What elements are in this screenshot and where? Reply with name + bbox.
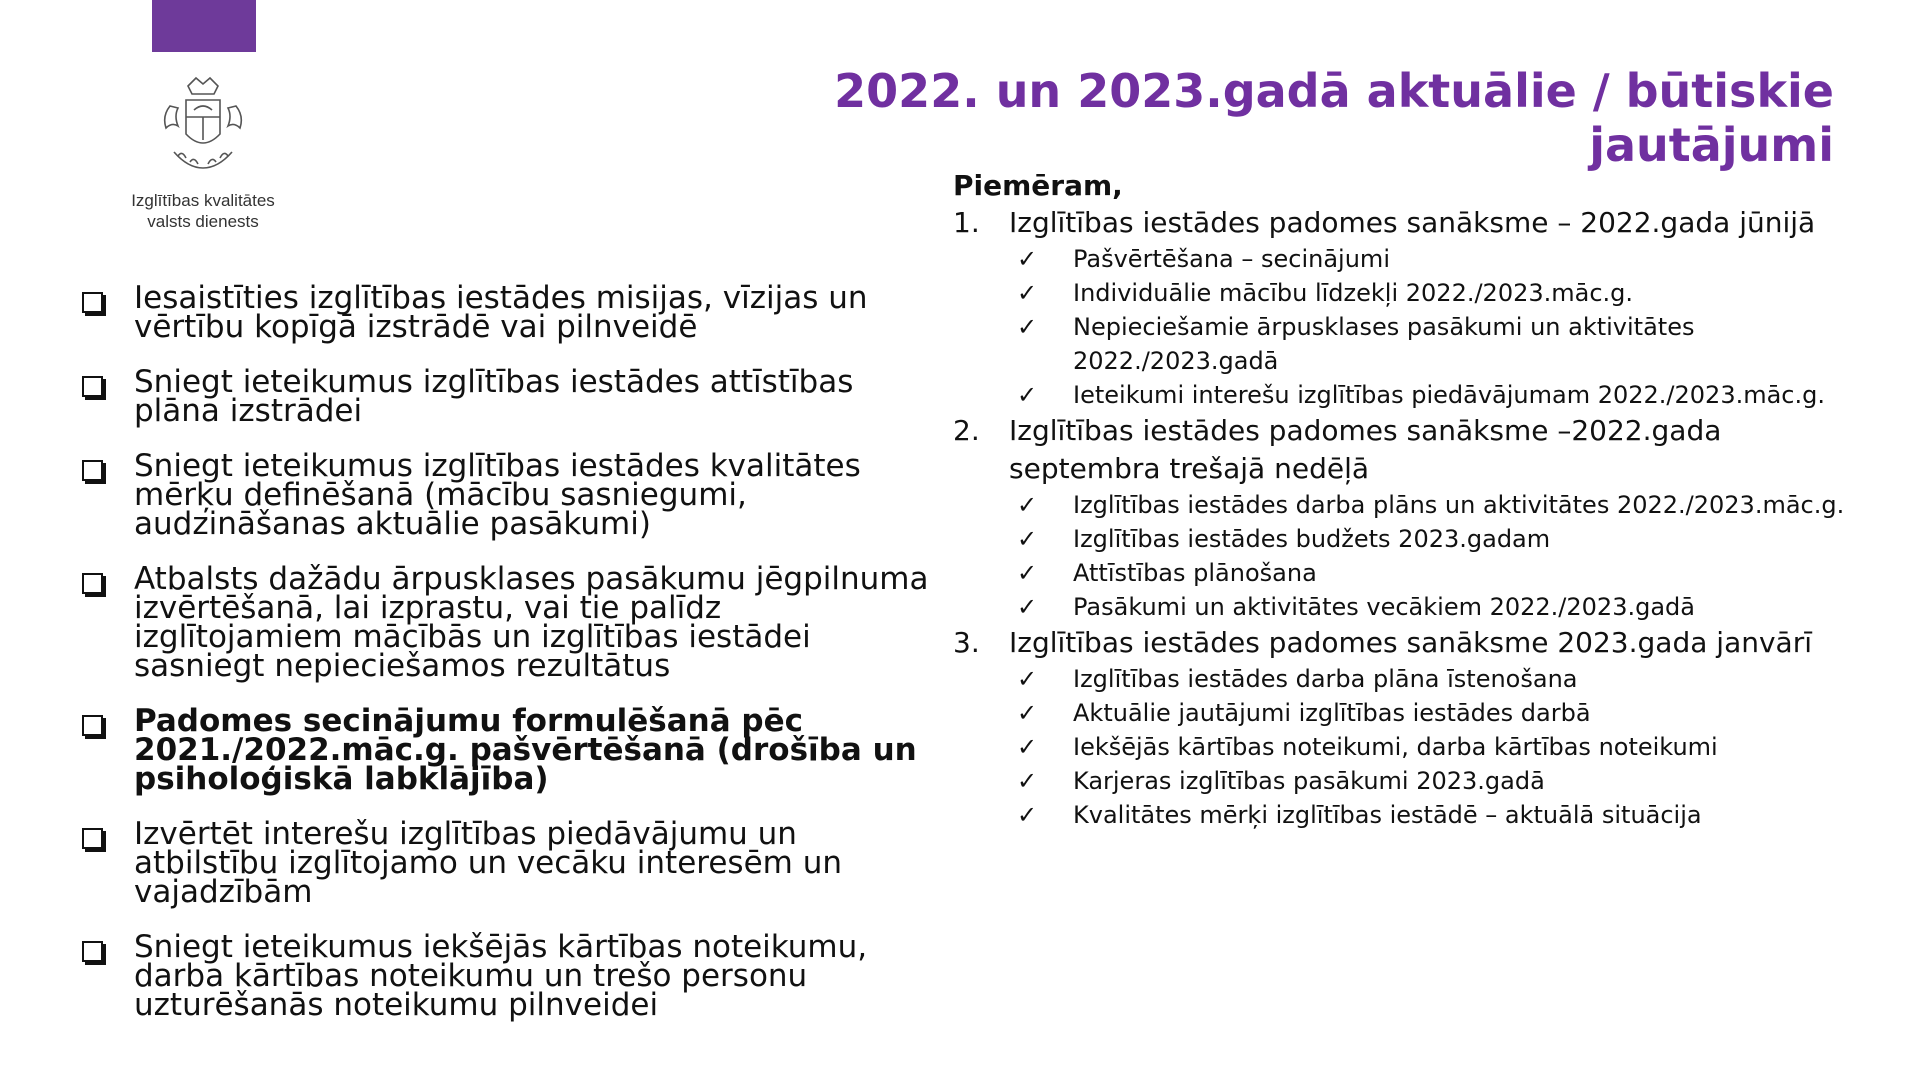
agenda-item-text: Izglītības iestādes darba plāns un aktivitātes 2022./2023.māc.g. <box>1073 491 1845 519</box>
meeting-title <box>953 204 1853 242</box>
agenda-item-text: Individuālie mācību līdzekļi 2022./2023.māc.g. <box>1073 279 1634 307</box>
checkmark-icon: ✓ <box>1017 593 1038 621</box>
checkbox-outline-icon <box>82 292 103 313</box>
left-list-item-text: Sniegt ieteikumus izglītības iestādes kvalitātes mērķu definēšanā (mācību sasniegumi, audzināšanas aktuālie pasākumi) <box>134 448 861 542</box>
meeting-block <box>953 412 1853 624</box>
checkmark-icon: ✓ <box>1017 559 1038 587</box>
left-list-item-text: Izvērtēt interešu izglītības piedāvājumu un atbilstību izglītojamo un vecāku interesēm un vajadzībām <box>134 816 842 910</box>
left-list-item <box>80 703 930 797</box>
checkmark-icon: ✓ <box>1017 767 1038 795</box>
agenda-item-text: Pašvērtēšana – secinājumi <box>1073 245 1390 273</box>
agenda-item-text: Izglītības iestādes darba plāna īstenošana <box>1073 665 1578 693</box>
agenda-list <box>953 488 1853 624</box>
meeting-title-text: Izglītības iestādes padomes sanāksme –2022.gada septembra trešajā nedēļā <box>1009 414 1722 485</box>
meeting-number: 2. <box>953 414 980 447</box>
meeting-number: 3. <box>953 626 980 659</box>
checkmark-icon: ✓ <box>1017 665 1038 693</box>
agenda-item <box>1017 276 1853 310</box>
agenda-item <box>1017 730 1853 764</box>
left-list-item <box>80 280 930 345</box>
agenda-item <box>1017 310 1853 378</box>
agenda-item <box>1017 590 1853 624</box>
agenda-list <box>953 242 1853 412</box>
left-list-item <box>80 929 930 1023</box>
agenda-list <box>953 662 1853 832</box>
meetings-list <box>953 204 1853 832</box>
meeting-title-text: Izglītības iestādes padomes sanāksme 2023.gada janvārī <box>1009 626 1812 659</box>
meeting-block <box>953 624 1853 832</box>
checkmark-icon: ✓ <box>1017 313 1038 341</box>
agenda-item-text: Izglītības iestādes budžets 2023.gadam <box>1073 525 1551 553</box>
agenda-item <box>1017 556 1853 590</box>
left-list-item-text: Atbalsts dažādu ārpusklases pasākumu jēgpilnuma izvērtēšanā, lai izprastu, vai tie palīdz izglītojamiem mācībās un izglītības iestādei sasniegt nepieciešamos rezultātus <box>134 561 929 684</box>
agenda-item <box>1017 522 1853 556</box>
left-bullet-list <box>80 280 930 1046</box>
agenda-item-text: Kvalitātes mērķi izglītības iestādē – aktuālā situācija <box>1073 801 1702 829</box>
agenda-item-text: Iekšējās kārtības noteikumi, darba kārtības noteikumi <box>1073 733 1718 761</box>
examples-heading: Piemēram, <box>953 169 1123 202</box>
agenda-item-text: Nepieciešamie ārpusklases pasākumi un aktivitātes 2022./2023.gadā <box>1073 313 1695 375</box>
checkmark-icon: ✓ <box>1017 801 1038 829</box>
agenda-item <box>1017 378 1853 412</box>
slide-title-line2: jautājumi <box>1589 118 1834 172</box>
agenda-item <box>1017 662 1853 696</box>
left-list-item <box>80 816 930 910</box>
logo <box>108 72 298 242</box>
meeting-title-text: Izglītības iestādes padomes sanāksme – 2022.gada jūnijā <box>1009 206 1816 239</box>
checkbox-outline-icon <box>82 573 103 594</box>
logo-text <box>108 190 298 232</box>
examples-panel <box>953 168 1853 832</box>
left-list-item <box>80 448 930 542</box>
agenda-item <box>1017 798 1853 832</box>
checkmark-icon: ✓ <box>1017 733 1038 761</box>
checkmark-icon: ✓ <box>1017 491 1038 519</box>
left-list-item-text: Sniegt ieteikumus izglītības iestādes attīstības plāna izstrādei <box>134 364 854 429</box>
checkbox-outline-icon <box>82 460 103 481</box>
left-list-item <box>80 561 930 684</box>
accent-block <box>152 0 256 52</box>
agenda-item <box>1017 242 1853 276</box>
agenda-item-text: Aktuālie jautājumi izglītības iestādes darbā <box>1073 699 1591 727</box>
left-list-item-text: Padomes secinājumu formulēšanā pēc 2021./2022.māc.g. pašvērtēšanā (drošība un psiholoģiskā labklājība) <box>134 703 917 797</box>
agenda-item-text: Karjeras izglītības pasākumi 2023.gadā <box>1073 767 1545 795</box>
checkbox-outline-icon <box>82 941 103 962</box>
meeting-number: 1. <box>953 206 980 239</box>
checkmark-icon: ✓ <box>1017 699 1038 727</box>
checkmark-icon: ✓ <box>1017 279 1038 307</box>
meeting-block <box>953 204 1853 412</box>
agenda-item-text: Pasākumi un aktivitātes vecākiem 2022./2023.gadā <box>1073 593 1695 621</box>
checkmark-icon: ✓ <box>1017 245 1038 273</box>
logo-text-line1: Izglītības kvalitātes <box>131 191 275 210</box>
left-list-item-text: Sniegt ieteikumus iekšējās kārtības noteikumu, darba kārtības noteikumu un trešo personu uzturēšanās noteikumu pilnveidei <box>134 929 868 1023</box>
slide-title-line1: 2022. un 2023.gadā aktuālie / būtiskie <box>834 64 1834 118</box>
checkbox-outline-icon <box>82 376 103 397</box>
logo-text-line2: valsts dienests <box>147 212 259 231</box>
slide-title <box>834 64 1834 172</box>
meeting-title <box>953 624 1853 662</box>
agenda-item <box>1017 696 1853 730</box>
coat-of-arms-icon <box>148 72 258 182</box>
checkbox-outline-icon <box>82 715 103 736</box>
agenda-item-text: Ieteikumi interešu izglītības piedāvājumam 2022./2023.māc.g. <box>1073 381 1825 409</box>
agenda-item-text: Attīstības plānošana <box>1073 559 1317 587</box>
checkmark-icon: ✓ <box>1017 525 1038 553</box>
left-list-item-text: Iesaistīties izglītības iestādes misijas, vīzijas un vērtību kopīgā izstrādē vai pilnveidē <box>134 280 868 345</box>
agenda-item <box>1017 488 1853 522</box>
checkmark-icon: ✓ <box>1017 381 1038 409</box>
meeting-title <box>953 412 1853 488</box>
agenda-item <box>1017 764 1853 798</box>
checkbox-outline-icon <box>82 828 103 849</box>
left-list-item <box>80 364 930 429</box>
